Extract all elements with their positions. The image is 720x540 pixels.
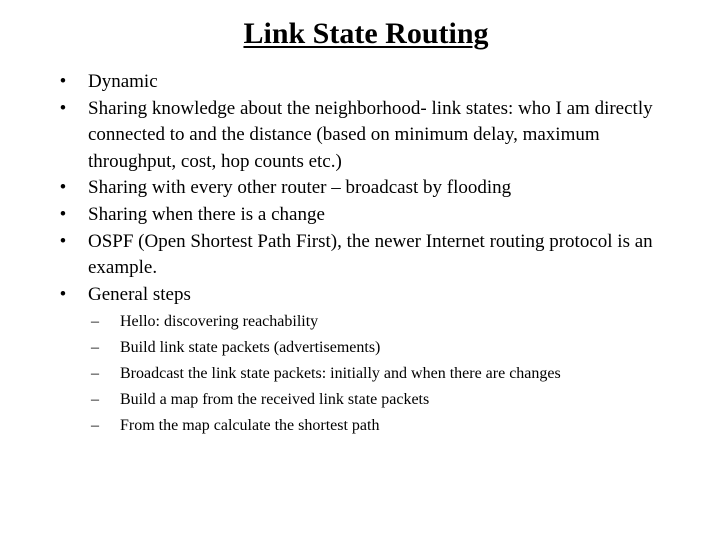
bullet-text: Dynamic — [88, 71, 158, 92]
bullet-marker: • — [59, 177, 67, 199]
bullet-text: Sharing knowledge about the neighborhood- link states: who I am directly connected to and the distance (based on minimum delay, maximum throughput, cost, hop counts etc.) — [88, 97, 653, 172]
sub-bullet-marker: – — [91, 417, 99, 435]
sub-bullet-item — [88, 309, 676, 335]
bullet-marker: • — [59, 283, 67, 305]
bullet-text: Sharing when there is a change — [88, 203, 325, 225]
bullet-item — [56, 282, 676, 440]
sub-bullet-marker: – — [91, 339, 99, 357]
sub-bullet-item — [88, 335, 676, 361]
bullet-marker: • — [59, 203, 67, 225]
sub-bullet-item — [88, 387, 676, 413]
sub-bullet-item — [88, 361, 676, 387]
sub-bullet-marker: – — [91, 391, 99, 409]
sub-bullet-text: Hello: discovering reachability — [120, 313, 319, 331]
sub-bullet-text: From the map calculate the shortest path — [120, 417, 380, 435]
bullet-text: Sharing with every other router – broadcast by flooding — [88, 177, 512, 199]
sub-bullet-text: Build link state packets (advertisements) — [120, 339, 381, 357]
bullet-text: General steps — [88, 283, 191, 305]
bullet-item — [56, 69, 676, 96]
bullet-marker: • — [59, 97, 67, 119]
sub-bullet-text: Build a map from the received link state packets — [120, 391, 430, 409]
bullet-item — [56, 229, 676, 282]
slide-title: Link State Routing — [243, 17, 489, 50]
bullet-marker: • — [59, 230, 67, 252]
sub-bullet-item — [88, 413, 676, 439]
sub-bullet-text: Broadcast the link state packets: initially and when there are changes — [120, 365, 561, 383]
bullet-text: OSPF (Open Shortest Path First), the newer Internet routing protocol is an example. — [88, 230, 653, 279]
sub-bullet-marker: – — [91, 365, 99, 383]
bullet-marker: • — [59, 71, 67, 92]
sub-bullet-marker: – — [91, 313, 99, 331]
bullet-item — [56, 202, 676, 229]
bullet-item — [56, 175, 676, 202]
bullet-item — [56, 96, 676, 176]
bullet-list — [56, 69, 676, 439]
sub-bullet-list — [88, 309, 676, 439]
